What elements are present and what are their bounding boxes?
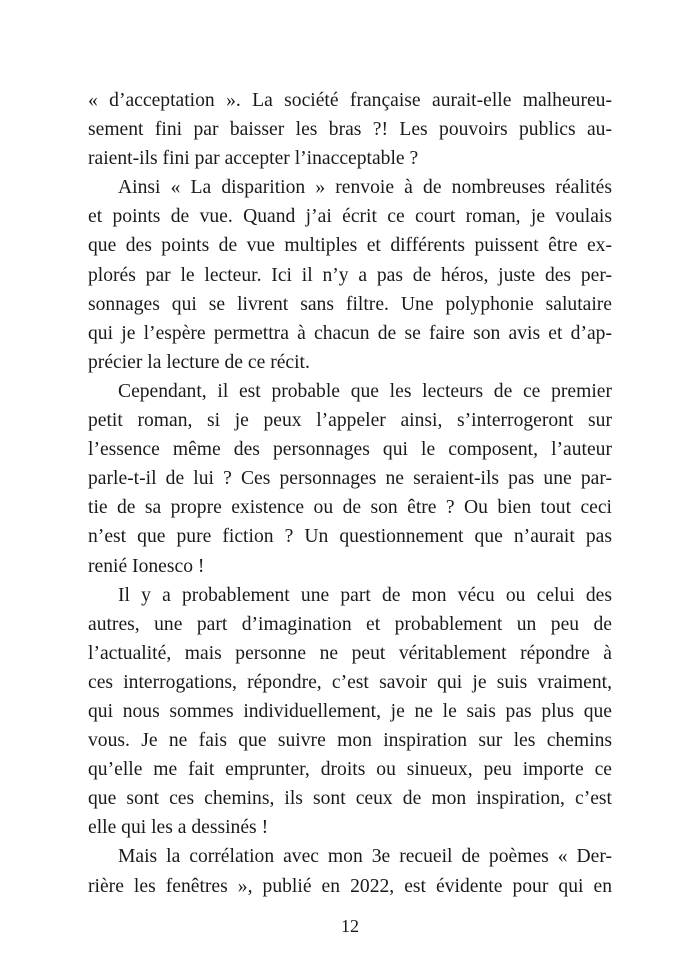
text-line: elle qui les a dessinés ! <box>88 817 269 839</box>
paragraph <box>88 173 612 377</box>
paragraph <box>88 377 612 581</box>
text-line: « d’acceptation ». La société française aurait-elle malheureu- <box>88 90 612 111</box>
text-line: que sont ces chemins, ils sont ceux de mon inspiration, c’est <box>88 788 612 810</box>
text-line: ces interrogations, répondre, c’est savoir qui je suis vraiment, <box>88 671 612 693</box>
text-line: tie de sa propre existence ou de son être ? Ou bien tout ceci <box>88 497 612 519</box>
text-line: sonnages qui se livrent sans filtre. Une polyphonie salutaire <box>88 293 612 315</box>
text-line: parle-t-il de lui ? Ces personnages ne seraient-ils pas une par- <box>88 468 612 490</box>
text-line: l’essence même des personnages qui le composent, l’auteur <box>88 439 612 461</box>
text-line: n’est que pure fiction ? Un questionnement que n’aurait pas <box>88 526 612 548</box>
paragraph <box>88 842 612 900</box>
text-line: Mais la corrélation avec mon 3e recueil de poèmes « Der- <box>118 846 612 868</box>
text-line: vous. Je ne fais que suivre mon inspiration sur les chemins <box>88 730 612 752</box>
text-line: sement fini par baisser les bras ?! Les pouvoirs publics au- <box>88 119 612 141</box>
text-line: qu’elle me fait emprunter, droits ou sinueux, peu importe ce <box>88 759 612 781</box>
text-line: plorés par le lecteur. Ici il n’y a pas de héros, juste des per- <box>88 264 612 286</box>
text-line: qui nous sommes individuellement, je ne le sais pas plus que <box>88 700 612 722</box>
text-line: qui je l’espère permettra à chacun de se faire son avis et d’ap- <box>88 322 612 344</box>
page-body <box>88 86 612 901</box>
text-line: et points de vue. Quand j’ai écrit ce court roman, je voulais <box>88 206 612 228</box>
text-line: autres, une part d’imagination et probablement un peu de <box>88 613 612 635</box>
text-line: précier la lecture de ce récit. <box>88 351 310 373</box>
page-number: 12 <box>341 916 359 936</box>
text-line: Ainsi « La disparition » renvoie à de nombreuses réalités <box>118 177 612 199</box>
paragraph <box>88 86 612 173</box>
text-line: raient-ils fini par accepter l’inacceptable ? <box>88 148 419 170</box>
text-line: Il y a probablement une part de mon vécu ou celui des <box>118 584 612 606</box>
text-line: rière les fenêtres », publié en 2022, est évidente pour qui en <box>88 875 612 897</box>
text-line: que des points de vue multiples et différents puissent être ex- <box>88 235 612 257</box>
paragraph <box>88 581 612 843</box>
text-line: petit roman, si je peux l’appeler ainsi, s’interrogeront sur <box>88 410 612 432</box>
text-line: renié Ionesco ! <box>88 555 205 577</box>
text-line: l’actualité, mais personne ne peut véritablement répondre à <box>88 642 612 664</box>
text-line: Cependant, il est probable que les lecteurs de ce premier <box>118 380 612 402</box>
